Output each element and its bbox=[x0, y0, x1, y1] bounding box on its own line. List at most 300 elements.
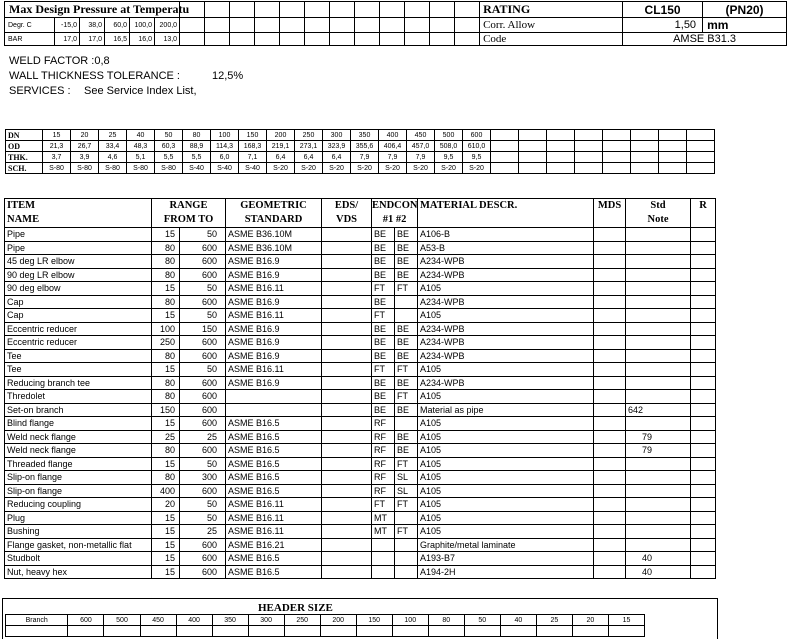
table-cell: 5,5 bbox=[183, 152, 211, 163]
table-cell: A105 bbox=[418, 525, 594, 539]
table-cell bbox=[631, 163, 659, 174]
col-material-descr: MATERIAL DESCR. bbox=[418, 199, 594, 228]
table-cell bbox=[691, 282, 716, 296]
table-cell bbox=[631, 130, 659, 141]
table-cell: S-20 bbox=[267, 163, 295, 174]
table-cell: 80 bbox=[183, 130, 211, 141]
header-size-cell: 400 bbox=[176, 615, 212, 626]
table-cell: S-80 bbox=[155, 163, 183, 174]
table-cell: Flange gasket, non-metallic flat bbox=[5, 538, 152, 552]
table-cell bbox=[691, 268, 716, 282]
pressure-cell: 17,0 bbox=[80, 33, 105, 46]
od-row bbox=[6, 141, 715, 152]
table-cell: 90 deg LR elbow bbox=[5, 268, 152, 282]
table-cell: BE bbox=[372, 295, 395, 309]
table-cell: 150 bbox=[239, 130, 267, 141]
table-cell: BE bbox=[395, 444, 418, 458]
table-row bbox=[5, 349, 716, 363]
table-cell bbox=[594, 349, 626, 363]
table-cell: 40 bbox=[626, 552, 691, 566]
table-cell: 600 bbox=[180, 268, 226, 282]
code-label: Code bbox=[480, 33, 623, 46]
header-size-cell: 100 bbox=[392, 615, 428, 626]
table-cell: BE bbox=[372, 241, 395, 255]
table-cell bbox=[322, 403, 372, 417]
table-cell bbox=[547, 163, 575, 174]
table-cell bbox=[395, 565, 418, 579]
table-cell bbox=[491, 141, 519, 152]
table-cell bbox=[356, 626, 392, 637]
table-cell bbox=[631, 152, 659, 163]
table-cell: 50 bbox=[180, 282, 226, 296]
table-cell bbox=[603, 152, 631, 163]
table-cell: A105 bbox=[418, 484, 594, 498]
table-cell: FT bbox=[395, 390, 418, 404]
table-cell: 400 bbox=[379, 130, 407, 141]
table-cell: 50 bbox=[180, 228, 226, 242]
table-cell: BE bbox=[395, 228, 418, 242]
table-cell: 5,5 bbox=[155, 152, 183, 163]
table-cell: Studbolt bbox=[5, 552, 152, 566]
table-cell: Material as pipe bbox=[418, 403, 594, 417]
table-cell: 80 bbox=[152, 376, 180, 390]
table-cell: 20 bbox=[152, 498, 180, 512]
table-cell bbox=[691, 511, 716, 525]
table-cell bbox=[626, 363, 691, 377]
col-eds-vds: EDS/ VDS bbox=[322, 199, 372, 228]
table-row bbox=[5, 295, 716, 309]
table-cell: Nut, heavy hex bbox=[5, 565, 152, 579]
table-cell: FT bbox=[372, 363, 395, 377]
table-row bbox=[5, 552, 716, 566]
table-cell: Cap bbox=[5, 295, 152, 309]
table-cell: A105 bbox=[418, 309, 594, 323]
table-row bbox=[5, 241, 716, 255]
table-cell bbox=[322, 255, 372, 269]
table-cell bbox=[594, 268, 626, 282]
table-cell: MT bbox=[372, 525, 395, 539]
col-mds: MDS bbox=[594, 199, 626, 228]
corr-allow-unit: mm bbox=[703, 18, 787, 33]
table-cell bbox=[104, 626, 140, 637]
table-cell bbox=[322, 241, 372, 255]
table-cell: Slip-on flange bbox=[5, 484, 152, 498]
table-cell bbox=[594, 471, 626, 485]
table-cell: 15 bbox=[152, 525, 180, 539]
corr-allow-label: Corr. Allow bbox=[480, 18, 623, 33]
table-cell bbox=[322, 390, 372, 404]
table-cell: 15 bbox=[152, 228, 180, 242]
table-cell: 88,9 bbox=[183, 141, 211, 152]
table-cell bbox=[687, 141, 715, 152]
table-cell bbox=[691, 309, 716, 323]
table-cell bbox=[691, 444, 716, 458]
table-cell bbox=[519, 152, 547, 163]
table-cell: BE bbox=[372, 228, 395, 242]
table-cell: S-20 bbox=[295, 163, 323, 174]
table-cell: A105 bbox=[418, 471, 594, 485]
table-cell bbox=[659, 130, 687, 141]
table-cell: 15 bbox=[43, 130, 71, 141]
table-cell bbox=[322, 349, 372, 363]
table-cell: A105 bbox=[418, 511, 594, 525]
table-cell bbox=[659, 163, 687, 174]
table-cell: 50 bbox=[180, 363, 226, 377]
table-cell: 80 bbox=[152, 349, 180, 363]
table-cell bbox=[320, 626, 356, 637]
table-cell bbox=[626, 336, 691, 350]
bar-label: BAR bbox=[5, 33, 55, 46]
table-cell: FT bbox=[395, 498, 418, 512]
table-cell: 355,6 bbox=[351, 141, 379, 152]
table-cell bbox=[626, 471, 691, 485]
table-cell bbox=[687, 152, 715, 163]
table-cell bbox=[691, 349, 716, 363]
wall-thickness-value: 12,5% bbox=[212, 70, 244, 82]
table-cell: Cap bbox=[5, 309, 152, 323]
table-cell bbox=[603, 163, 631, 174]
table-cell bbox=[428, 626, 464, 637]
table-cell: 100 bbox=[211, 130, 239, 141]
pressure-rating-header bbox=[4, 1, 787, 46]
table-cell: Thredolet bbox=[5, 390, 152, 404]
table-cell: Reducing branch tee bbox=[5, 376, 152, 390]
table-cell: 21,3 bbox=[43, 141, 71, 152]
table-cell bbox=[594, 444, 626, 458]
table-cell: ASME B36.10M bbox=[226, 228, 322, 242]
table-cell: 15 bbox=[152, 282, 180, 296]
table-cell bbox=[322, 538, 372, 552]
table-cell: 80 bbox=[152, 255, 180, 269]
table-cell: S-80 bbox=[99, 163, 127, 174]
table-cell: BE bbox=[372, 322, 395, 336]
table-cell: BE bbox=[395, 255, 418, 269]
table-cell: ASME B16.5 bbox=[226, 417, 322, 431]
table-cell bbox=[500, 626, 536, 637]
table-cell: 508,0 bbox=[435, 141, 463, 152]
table-cell bbox=[626, 322, 691, 336]
table-cell bbox=[691, 552, 716, 566]
table-row bbox=[5, 363, 716, 377]
table-cell: 4,6 bbox=[99, 152, 127, 163]
table-cell: S-20 bbox=[463, 163, 491, 174]
table-cell bbox=[322, 511, 372, 525]
table-cell: 15 bbox=[152, 565, 180, 579]
table-cell bbox=[691, 538, 716, 552]
table-cell bbox=[372, 538, 395, 552]
table-cell bbox=[594, 538, 626, 552]
table-cell: 45 deg LR elbow bbox=[5, 255, 152, 269]
table-cell: RF bbox=[372, 457, 395, 471]
table-cell bbox=[594, 309, 626, 323]
table-row bbox=[5, 282, 716, 296]
branch-label: Branch bbox=[6, 615, 68, 626]
table-cell: RF bbox=[372, 471, 395, 485]
table-cell bbox=[248, 626, 284, 637]
table-cell: 7,9 bbox=[379, 152, 407, 163]
table-cell bbox=[594, 430, 626, 444]
table-cell: ASME B16.5 bbox=[226, 444, 322, 458]
table-cell bbox=[626, 282, 691, 296]
code-value: AMSE B31.3 bbox=[623, 33, 787, 46]
table-row bbox=[5, 498, 716, 512]
table-cell bbox=[491, 163, 519, 174]
table-cell: 600 bbox=[180, 376, 226, 390]
table-cell bbox=[322, 322, 372, 336]
table-cell: 50 bbox=[180, 309, 226, 323]
table-cell: 300 bbox=[180, 471, 226, 485]
table-row bbox=[5, 390, 716, 404]
table-cell: FT bbox=[395, 457, 418, 471]
table-cell: ASME B16.11 bbox=[226, 363, 322, 377]
table-cell: 15 bbox=[152, 457, 180, 471]
table-cell: FT bbox=[395, 282, 418, 296]
table-cell: 250 bbox=[152, 336, 180, 350]
table-cell: 15 bbox=[152, 511, 180, 525]
table-cell: RF bbox=[372, 417, 395, 431]
table-cell: 250 bbox=[295, 130, 323, 141]
table-cell bbox=[594, 552, 626, 566]
table-cell bbox=[594, 255, 626, 269]
table-cell: ASME B16.5 bbox=[226, 457, 322, 471]
pressure-table-title: Max Design Pressure at Temperatu bbox=[5, 2, 180, 18]
table-row bbox=[5, 268, 716, 282]
table-cell: ASME B16.21 bbox=[226, 538, 322, 552]
table-cell: 114,3 bbox=[211, 141, 239, 152]
header-size-table bbox=[5, 614, 645, 637]
temp-cell: 60,0 bbox=[105, 18, 130, 33]
table-cell: 9,5 bbox=[435, 152, 463, 163]
table-cell: 60,3 bbox=[155, 141, 183, 152]
table-cell bbox=[322, 336, 372, 350]
table-cell bbox=[691, 565, 716, 579]
table-cell: 25 bbox=[152, 430, 180, 444]
table-cell: S-40 bbox=[183, 163, 211, 174]
table-cell: 100 bbox=[152, 322, 180, 336]
table-row bbox=[5, 484, 716, 498]
table-cell: Eccentric reducer bbox=[5, 322, 152, 336]
table-cell bbox=[603, 141, 631, 152]
table-cell: 600 bbox=[180, 484, 226, 498]
table-row bbox=[5, 309, 716, 323]
table-cell: S-20 bbox=[351, 163, 379, 174]
table-cell bbox=[691, 295, 716, 309]
table-cell: Pipe bbox=[5, 241, 152, 255]
table-cell: BE bbox=[372, 390, 395, 404]
branch-row bbox=[6, 615, 645, 626]
table-cell bbox=[691, 390, 716, 404]
table-cell: 500 bbox=[435, 130, 463, 141]
table-cell bbox=[322, 484, 372, 498]
table-cell: 80 bbox=[152, 444, 180, 458]
table-cell: 50 bbox=[155, 130, 183, 141]
dn-row bbox=[6, 130, 715, 141]
table-cell: A105 bbox=[418, 430, 594, 444]
row-label: THK. bbox=[6, 152, 43, 163]
pressure-cell: 16,0 bbox=[130, 33, 155, 46]
table-cell: S-20 bbox=[323, 163, 351, 174]
table-cell bbox=[284, 626, 320, 637]
table-cell: A234-WPB bbox=[418, 336, 594, 350]
table-cell bbox=[691, 484, 716, 498]
temp-cell: 38,0 bbox=[80, 18, 105, 33]
table-cell: 6,4 bbox=[323, 152, 351, 163]
table-cell bbox=[626, 417, 691, 431]
table-cell: A193-B7 bbox=[418, 552, 594, 566]
table-cell: 3,9 bbox=[71, 152, 99, 163]
table-cell: RF bbox=[372, 444, 395, 458]
header-size-cell: 150 bbox=[356, 615, 392, 626]
col-std-note: Std Note bbox=[626, 199, 691, 228]
table-cell: 600 bbox=[180, 241, 226, 255]
table-cell: 457,0 bbox=[407, 141, 435, 152]
pressure-cell: 13,0 bbox=[155, 33, 180, 46]
table-row bbox=[5, 430, 716, 444]
table-cell: SL bbox=[395, 471, 418, 485]
table-cell bbox=[594, 228, 626, 242]
table-cell: 80 bbox=[152, 241, 180, 255]
table-cell: BE bbox=[395, 268, 418, 282]
table-cell: BE bbox=[372, 403, 395, 417]
table-cell: 150 bbox=[152, 403, 180, 417]
table-cell: 600 bbox=[180, 538, 226, 552]
table-cell: 3,7 bbox=[43, 152, 71, 163]
table-cell bbox=[322, 457, 372, 471]
services-value: See Service Index List, bbox=[84, 85, 197, 97]
table-cell: FT bbox=[395, 525, 418, 539]
table-cell: ASME B16.9 bbox=[226, 336, 322, 350]
table-cell: Bushing bbox=[5, 525, 152, 539]
table-cell bbox=[392, 626, 428, 637]
table-cell bbox=[594, 484, 626, 498]
table-cell: 150 bbox=[180, 322, 226, 336]
table-cell bbox=[322, 282, 372, 296]
table-cell: BE bbox=[395, 336, 418, 350]
table-cell bbox=[322, 268, 372, 282]
temp-cell: -15,0 bbox=[55, 18, 80, 33]
table-cell: 33,4 bbox=[99, 141, 127, 152]
table-cell: 40 bbox=[127, 130, 155, 141]
table-row bbox=[5, 457, 716, 471]
table-cell: 168,3 bbox=[239, 141, 267, 152]
table-cell: FT bbox=[372, 309, 395, 323]
table-cell: 350 bbox=[351, 130, 379, 141]
row-label: OD bbox=[6, 141, 43, 152]
table-cell bbox=[395, 552, 418, 566]
table-cell bbox=[594, 417, 626, 431]
table-cell bbox=[372, 552, 395, 566]
table-cell bbox=[547, 152, 575, 163]
header-size-cell: 450 bbox=[140, 615, 176, 626]
pipe-dimensions-table bbox=[5, 129, 715, 174]
table-cell bbox=[691, 525, 716, 539]
table-cell: BE bbox=[372, 268, 395, 282]
table-cell bbox=[212, 626, 248, 637]
table-cell: 400 bbox=[152, 484, 180, 498]
table-cell: 79 bbox=[626, 444, 691, 458]
col-r: R bbox=[691, 199, 716, 228]
table-cell bbox=[626, 511, 691, 525]
table-cell: A106-B bbox=[418, 228, 594, 242]
table-cell bbox=[575, 163, 603, 174]
table-cell: 15 bbox=[152, 552, 180, 566]
table-cell: A53-B bbox=[418, 241, 594, 255]
table-cell bbox=[226, 403, 322, 417]
table-cell: A105 bbox=[418, 417, 594, 431]
table-cell bbox=[519, 130, 547, 141]
table-cell: 50 bbox=[180, 498, 226, 512]
table-cell: S-40 bbox=[239, 163, 267, 174]
table-cell: Tee bbox=[5, 349, 152, 363]
table-cell bbox=[687, 130, 715, 141]
table-cell bbox=[575, 130, 603, 141]
header-size-cell: 25 bbox=[536, 615, 572, 626]
table-cell: A105 bbox=[418, 498, 594, 512]
table-cell: Graphite/metal laminate bbox=[418, 538, 594, 552]
header-size-cell: 250 bbox=[284, 615, 320, 626]
table-cell: 7,9 bbox=[351, 152, 379, 163]
table-cell bbox=[491, 152, 519, 163]
table-cell bbox=[594, 322, 626, 336]
table-cell: 7,1 bbox=[239, 152, 267, 163]
table-cell bbox=[176, 626, 212, 637]
branch-row-empty bbox=[6, 626, 645, 637]
table-cell: 50 bbox=[180, 457, 226, 471]
table-cell: 7,9 bbox=[407, 152, 435, 163]
table-cell: ASME B16.11 bbox=[226, 282, 322, 296]
table-cell: 300 bbox=[323, 130, 351, 141]
table-cell bbox=[322, 295, 372, 309]
table-cell: 80 bbox=[152, 471, 180, 485]
table-cell bbox=[575, 152, 603, 163]
table-cell bbox=[572, 626, 608, 637]
table-cell: 48,3 bbox=[127, 141, 155, 152]
table-cell: A234-WPB bbox=[418, 376, 594, 390]
col-range: RANGE FROM TO bbox=[152, 199, 226, 228]
pressure-cell: 17,0 bbox=[55, 33, 80, 46]
table-cell bbox=[536, 626, 572, 637]
temp-cell: 100,0 bbox=[130, 18, 155, 33]
header-size-cell: 300 bbox=[248, 615, 284, 626]
table-cell bbox=[687, 163, 715, 174]
table-cell bbox=[594, 525, 626, 539]
piping-components-table bbox=[4, 198, 716, 579]
table-cell bbox=[519, 141, 547, 152]
table-cell: BE bbox=[372, 349, 395, 363]
table-cell: 450 bbox=[407, 130, 435, 141]
table-cell: 600 bbox=[180, 349, 226, 363]
table-cell: 600 bbox=[180, 295, 226, 309]
table-cell: FT bbox=[395, 363, 418, 377]
table-cell bbox=[659, 141, 687, 152]
table-cell: 610,0 bbox=[463, 141, 491, 152]
table-cell: ASME B16.5 bbox=[226, 552, 322, 566]
table-cell: BE bbox=[372, 376, 395, 390]
header-size-cell: 600 bbox=[68, 615, 104, 626]
table-cell bbox=[691, 255, 716, 269]
table-cell: 9,5 bbox=[463, 152, 491, 163]
table-cell bbox=[691, 322, 716, 336]
table-cell: 219,1 bbox=[267, 141, 295, 152]
header-size-cell: 50 bbox=[464, 615, 500, 626]
wall-thickness-label: WALL THICKNESS TOLERANCE : bbox=[9, 70, 180, 82]
table-cell bbox=[594, 363, 626, 377]
table-cell: Threaded flange bbox=[5, 457, 152, 471]
table-cell: BE bbox=[372, 336, 395, 350]
table-row bbox=[5, 336, 716, 350]
table-cell: ASME B16.9 bbox=[226, 255, 322, 269]
table-cell bbox=[659, 152, 687, 163]
